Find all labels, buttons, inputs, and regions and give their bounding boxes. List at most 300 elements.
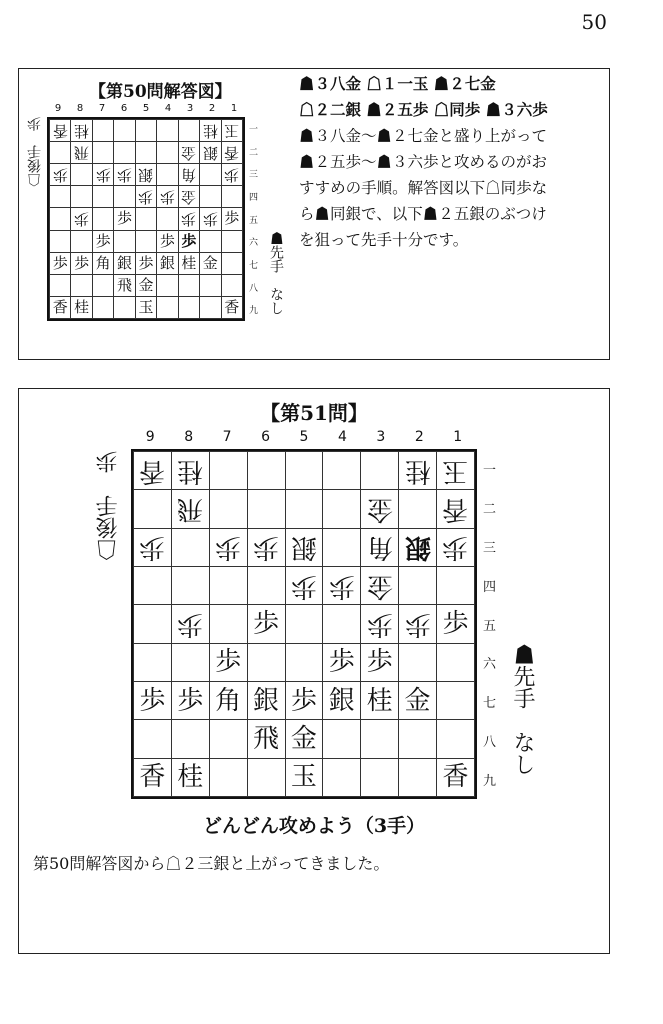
board-square: [178, 208, 199, 230]
board-square: [285, 452, 323, 490]
board-rank-row: [50, 208, 243, 230]
board-square: [135, 164, 156, 186]
board-square: [200, 208, 221, 230]
shogi-piece: 香: [442, 762, 469, 793]
board-square: [399, 452, 437, 490]
shogi-piece: 歩: [52, 166, 68, 185]
board-square: [114, 120, 135, 142]
board-square: [71, 296, 92, 318]
shogi-piece: 玉: [138, 297, 154, 316]
board-square: [157, 120, 178, 142]
board-square: [221, 230, 243, 252]
board-square: [50, 142, 71, 164]
board-square: [200, 186, 221, 208]
board-square: [157, 274, 178, 296]
board-square: [361, 681, 399, 719]
board-square: [285, 643, 323, 681]
page-number: 50: [581, 10, 607, 34]
commentary-line: ☗２五歩〜☗３六歩と攻めるのがお: [299, 153, 548, 171]
board-square: [71, 186, 92, 208]
gote-hand-pieces: 歩: [27, 117, 43, 131]
board-square: [221, 142, 243, 164]
shogi-piece: 歩: [442, 532, 469, 563]
board-square: [209, 528, 247, 566]
board-square: [323, 452, 361, 490]
board-square: [157, 296, 178, 318]
rank-label: 四: [249, 192, 259, 203]
commentary-line: すすめの手順。解答図以下☖同歩な: [299, 179, 548, 197]
board-square: [50, 164, 71, 186]
shogi-piece: 歩: [404, 608, 431, 639]
board-square: [399, 643, 437, 681]
rank-label: 三: [249, 170, 259, 181]
board-square: [437, 452, 475, 490]
board-square: [135, 142, 156, 164]
board-square: [200, 230, 221, 252]
board-square: [437, 758, 475, 796]
shogi-piece: 歩: [138, 253, 154, 272]
file-label: 2: [414, 429, 424, 445]
board-square: [285, 528, 323, 566]
board-square: [285, 605, 323, 643]
file-label: 5: [142, 103, 150, 114]
shogi-piece: 歩: [328, 647, 355, 678]
board-square: [200, 296, 221, 318]
board-square: [209, 452, 247, 490]
board-square: [323, 528, 361, 566]
board-square: [209, 566, 247, 604]
board-square: [134, 681, 172, 719]
board-square: [323, 566, 361, 604]
shogi-piece: 銀: [290, 532, 317, 563]
board-square: [135, 120, 156, 142]
shogi-piece: 銀: [328, 685, 355, 716]
board-square: [361, 605, 399, 643]
rank-label: 六: [483, 657, 497, 673]
file-label: 6: [120, 103, 128, 114]
board-51-rank-labels: [483, 449, 496, 799]
problem-51-box: [18, 388, 610, 954]
board-square: [134, 758, 172, 796]
shogi-piece: 金: [404, 685, 431, 716]
shogi-piece: 金: [366, 570, 393, 601]
board-square: [157, 230, 178, 252]
board-square: [50, 296, 71, 318]
board-square: [71, 230, 92, 252]
board-square: [247, 566, 285, 604]
board-51-gote-hand: [93, 451, 124, 561]
shogi-piece: 角: [366, 532, 393, 563]
board-square: [285, 681, 323, 719]
board-square: [399, 720, 437, 758]
board-square: [157, 208, 178, 230]
board-square: [178, 142, 199, 164]
board-square: [92, 252, 113, 274]
shogi-piece: 桂: [177, 455, 204, 486]
board-square: [247, 720, 285, 758]
board-51-sente-hand: [507, 643, 538, 775]
board-square: [399, 528, 437, 566]
shogi-piece: 香: [52, 297, 68, 316]
board-square: [135, 208, 156, 230]
board-square: [361, 490, 399, 528]
board-square: [285, 720, 323, 758]
rank-label: 七: [249, 260, 259, 271]
board-square: [71, 274, 92, 296]
board-square: [361, 643, 399, 681]
board-square: [71, 120, 92, 142]
file-label: 4: [164, 103, 172, 114]
board-square: [171, 566, 209, 604]
shogi-piece: 香: [442, 493, 469, 524]
board-rank-row: [50, 186, 243, 208]
shogi-piece: 歩: [95, 231, 111, 250]
sente-hand-pieces: なし: [268, 287, 284, 315]
board-square: [114, 142, 135, 164]
board-square: [50, 120, 71, 142]
shogi-piece: 歩: [74, 253, 90, 272]
board-square: [171, 605, 209, 643]
board-square: [71, 252, 92, 274]
board-rank-row: [50, 142, 243, 164]
solution-moves-line-2: ☖２二銀 ☗２五歩 ☖同歩 ☗３六歩: [299, 100, 548, 119]
board-square: [134, 643, 172, 681]
board-square: [92, 120, 113, 142]
board-square: [171, 681, 209, 719]
shogi-piece: 金: [181, 144, 197, 163]
file-label: 3: [376, 429, 386, 445]
board-square: [114, 208, 135, 230]
shogi-piece: 香: [139, 762, 166, 793]
shogi-piece: 桂: [202, 122, 218, 141]
rank-label: 五: [483, 618, 497, 634]
problem-50-solution-text: [299, 71, 604, 253]
shogi-piece: 桂: [404, 455, 431, 486]
shogi-piece: 角: [215, 685, 242, 716]
board-square: [134, 452, 172, 490]
shogi-piece: 角: [95, 253, 111, 272]
board-rank-row: [50, 120, 243, 142]
problem-51-note: 第50問解答図から☖２三銀と上がってきました。: [33, 854, 390, 873]
shogi-piece: 桂: [366, 685, 393, 716]
board-square: [209, 490, 247, 528]
shogi-piece: 歩: [366, 608, 393, 639]
board-square: [114, 186, 135, 208]
board-rank-row: [134, 681, 475, 719]
rank-label: 二: [249, 147, 259, 158]
board-square: [71, 142, 92, 164]
rank-label: 三: [483, 540, 497, 556]
shogi-piece: 桂: [177, 762, 204, 793]
board-square: [178, 120, 199, 142]
gote-label: ☖後手: [27, 145, 43, 187]
board-square: [221, 296, 243, 318]
shogi-piece: 歩: [159, 231, 175, 250]
shogi-piece: 玉: [290, 762, 317, 793]
shogi-piece: 歩: [253, 532, 280, 563]
board-square: [399, 490, 437, 528]
shogi-piece: 歩: [366, 647, 393, 678]
board-square: [437, 720, 475, 758]
board-square: [92, 186, 113, 208]
board-square: [323, 605, 361, 643]
board-50-sente-hand: [266, 231, 286, 315]
problem-51-title: 【第51問】: [260, 401, 368, 425]
commentary-line: ら☗同銀で、以下☗２五銀のぶつけ: [299, 205, 547, 223]
board-square: [171, 643, 209, 681]
board-square: [361, 758, 399, 796]
board-square: [178, 186, 199, 208]
shogi-piece: 歩: [117, 166, 133, 185]
shogi-piece: 銀: [159, 253, 175, 272]
board-square: [247, 490, 285, 528]
board-grid: [49, 119, 243, 319]
shogi-piece: 歩: [442, 608, 469, 639]
board-square: [399, 758, 437, 796]
board-square: [247, 528, 285, 566]
board-square: [178, 230, 199, 252]
board-51: [131, 449, 477, 799]
board-square: [437, 681, 475, 719]
board-square: [221, 164, 243, 186]
shogi-piece: 桂: [74, 122, 90, 141]
problem-51-subtitle: どんどん攻めよう（3手）: [202, 815, 426, 837]
gote-hand-pieces: 歩: [96, 451, 121, 473]
board-square: [92, 208, 113, 230]
shogi-piece: 金: [181, 188, 197, 207]
shogi-piece: 飛: [253, 723, 280, 754]
board-rank-row: [134, 452, 475, 490]
file-label: 5: [299, 429, 309, 445]
board-square: [171, 452, 209, 490]
rank-label: 九: [483, 774, 497, 790]
problem-50-answer-box: [18, 68, 610, 360]
file-label: 6: [261, 429, 270, 445]
board-square: [178, 164, 199, 186]
shogi-piece: 銀: [138, 166, 154, 185]
board-square: [50, 230, 71, 252]
shogi-piece: 歩: [177, 685, 204, 716]
shogi-piece: 歩: [253, 608, 280, 639]
board-square: [437, 643, 475, 681]
board-square: [135, 230, 156, 252]
board-square: [200, 142, 221, 164]
shogi-piece: 金: [138, 275, 154, 294]
shogi-piece: 歩: [215, 532, 242, 563]
file-label: 8: [76, 103, 84, 114]
board-square: [247, 452, 285, 490]
board-square: [285, 490, 323, 528]
shogi-piece: 桂: [74, 297, 90, 316]
board-square: [92, 164, 113, 186]
shogi-piece: 角: [181, 166, 197, 185]
board-square: [399, 605, 437, 643]
board-square: [134, 720, 172, 758]
problem-50-title: 【第50問解答図】: [89, 82, 232, 102]
board-rank-row: [134, 758, 475, 796]
shogi-piece: 飛: [74, 144, 90, 163]
board-square: [178, 274, 199, 296]
board-50-gote-hand: [25, 117, 45, 187]
solution-moves-line-1: ☗３八金 ☖１一玉 ☗２七金: [299, 74, 496, 93]
board-rank-row: [50, 164, 243, 186]
shogi-piece: 歩: [202, 210, 218, 229]
shogi-piece: 金: [202, 253, 218, 272]
shogi-piece: 歩: [215, 647, 242, 678]
file-label: 3: [186, 103, 194, 114]
board-rank-row: [134, 490, 475, 528]
rank-label: 八: [483, 735, 497, 751]
board-square: [157, 186, 178, 208]
board-rank-row: [134, 605, 475, 643]
board-square: [247, 758, 285, 796]
board-square: [323, 758, 361, 796]
shogi-piece: 歩: [139, 532, 166, 563]
shogi-piece: 銀: [253, 685, 280, 716]
shogi-piece: 歩: [95, 166, 111, 185]
board-rank-row: [50, 274, 243, 296]
shogi-piece: 歩: [290, 685, 317, 716]
board-square: [178, 252, 199, 274]
shogi-piece: 金: [366, 493, 393, 524]
file-label: 2: [208, 103, 216, 114]
file-label: 7: [98, 103, 106, 114]
board-50-file-labels: [47, 103, 245, 114]
board-51-file-labels: [131, 429, 477, 445]
file-label: 4: [337, 429, 347, 445]
rank-label: 五: [249, 215, 259, 226]
board-square: [247, 681, 285, 719]
board-square: [171, 528, 209, 566]
rank-label: 四: [483, 579, 497, 595]
shogi-piece: 歩: [74, 210, 90, 229]
board-square: [135, 186, 156, 208]
board-rank-row: [134, 566, 475, 604]
board-square: [157, 164, 178, 186]
board-square: [399, 566, 437, 604]
rank-label: 六: [249, 238, 259, 249]
shogi-piece: 歩: [159, 188, 175, 207]
board-square: [71, 164, 92, 186]
board-grid: [133, 451, 475, 797]
shogi-piece: 歩: [181, 231, 197, 250]
board-square: [361, 720, 399, 758]
board-rank-row: [134, 528, 475, 566]
shogi-piece: 歩: [138, 188, 154, 207]
shogi-piece: 銀: [202, 144, 218, 163]
board-rank-row: [134, 643, 475, 681]
board-square: [285, 566, 323, 604]
rank-label: 七: [483, 696, 497, 712]
board-square: [209, 758, 247, 796]
board-square: [135, 274, 156, 296]
board-square: [200, 252, 221, 274]
gote-label: ☖後手: [96, 495, 121, 561]
board-square: [209, 605, 247, 643]
shogi-piece: 桂: [181, 253, 197, 272]
board-square: [361, 566, 399, 604]
commentary-line: を狙って先手十分です。: [299, 231, 469, 249]
file-label: 9: [145, 429, 155, 445]
file-label: 7: [222, 429, 232, 445]
file-label: 1: [453, 429, 463, 445]
board-square: [50, 186, 71, 208]
board-square: [114, 274, 135, 296]
shogi-piece: 歩: [117, 209, 133, 228]
board-square: [285, 758, 323, 796]
shogi-piece: 歩: [224, 209, 240, 228]
board-square: [361, 452, 399, 490]
rank-label: 八: [249, 283, 259, 294]
rank-label: 二: [483, 501, 497, 517]
shogi-piece: 歩: [328, 570, 355, 601]
board-square: [209, 720, 247, 758]
board-square: [114, 164, 135, 186]
sente-hand-pieces: なし: [510, 731, 535, 775]
board-square: [209, 643, 247, 681]
shogi-piece: 香: [224, 297, 240, 316]
board-square: [178, 296, 199, 318]
board-square: [71, 208, 92, 230]
board-square: [50, 208, 71, 230]
board-square: [200, 274, 221, 296]
shogi-piece: 銀: [117, 253, 133, 272]
board-square: [221, 252, 243, 274]
shogi-piece: 香: [52, 122, 68, 141]
board-square: [157, 252, 178, 274]
shogi-piece: 飛: [177, 493, 204, 524]
board-square: [114, 230, 135, 252]
board-square: [323, 643, 361, 681]
shogi-piece: 歩: [290, 570, 317, 601]
rank-label: 一: [483, 462, 497, 478]
board-square: [209, 681, 247, 719]
file-label: 1: [230, 103, 238, 114]
shogi-piece: 歩: [181, 210, 197, 229]
board-square: [437, 528, 475, 566]
board-square: [399, 681, 437, 719]
shogi-piece: 飛: [117, 275, 133, 294]
shogi-piece: 歩: [177, 608, 204, 639]
board-square: [221, 186, 243, 208]
board-square: [92, 296, 113, 318]
board-rank-row: [50, 252, 243, 274]
board-square: [135, 296, 156, 318]
board-square: [171, 720, 209, 758]
board-square: [200, 120, 221, 142]
board-square: [361, 528, 399, 566]
board-square: [50, 252, 71, 274]
board-square: [134, 528, 172, 566]
board-square: [114, 296, 135, 318]
board-square: [171, 490, 209, 528]
board-square: [171, 758, 209, 796]
board-rank-row: [50, 296, 243, 318]
sente-label: ☗先手: [510, 643, 535, 709]
board-square: [247, 643, 285, 681]
board-square: [323, 720, 361, 758]
board-square: [221, 274, 243, 296]
board-square: [92, 230, 113, 252]
board-square: [221, 208, 243, 230]
board-square: [135, 252, 156, 274]
board-square: [134, 605, 172, 643]
shogi-piece: 香: [224, 144, 240, 163]
shogi-piece: 金: [290, 723, 317, 754]
sente-label: ☗先手: [268, 231, 284, 273]
board-square: [134, 566, 172, 604]
board-square: [323, 681, 361, 719]
